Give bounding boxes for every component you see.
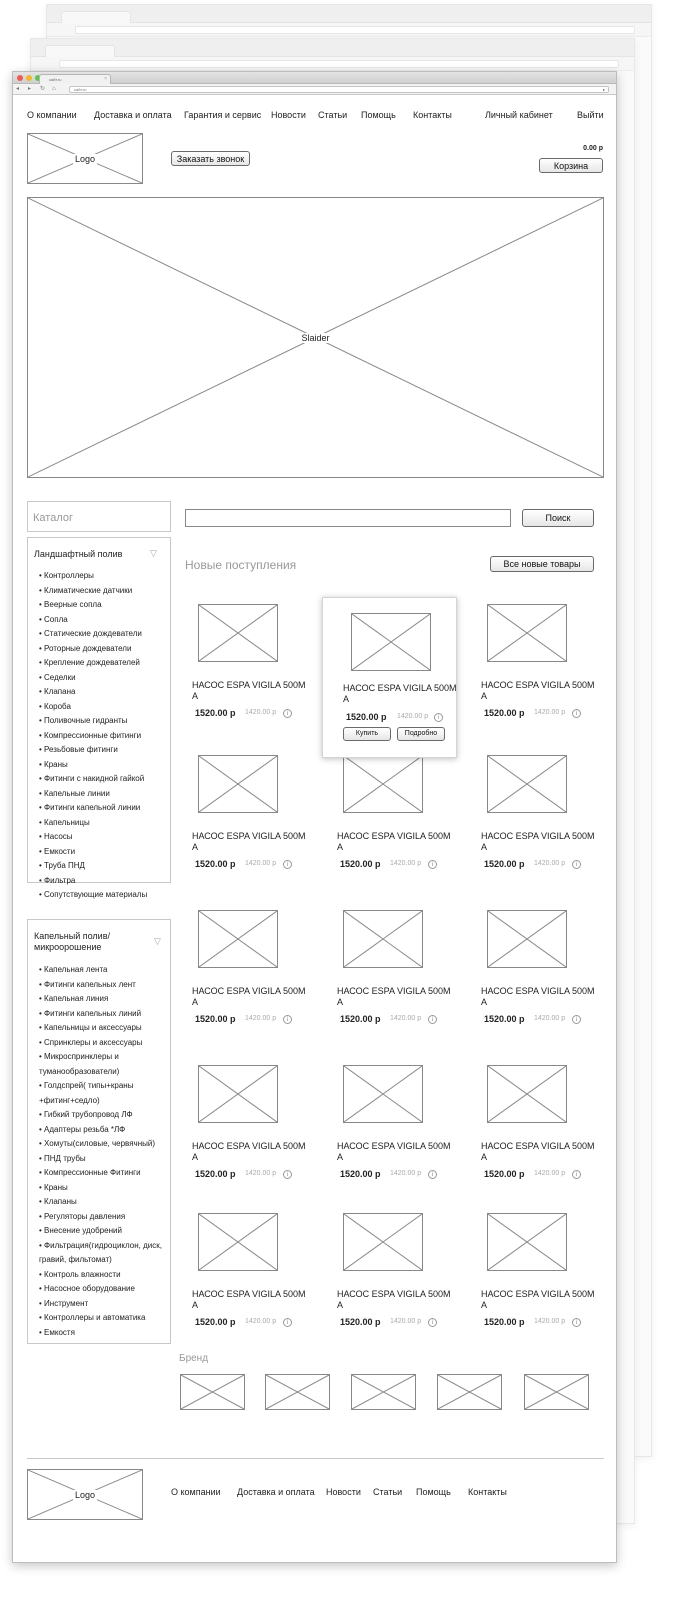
product-price: 1520.00 р (195, 708, 236, 718)
product-name[interactable]: НАСОС ESPA VIGILA 500M A (192, 1289, 306, 1310)
product-name[interactable]: НАСОС ESPA VIGILA 500M A (481, 831, 595, 852)
category-title-drip[interactable]: Капельный полив/ микроорошение (34, 931, 110, 952)
collapse-triangle-icon[interactable]: ▽ (154, 936, 161, 946)
back-arrow-icon[interactable]: ◂ (16, 86, 20, 92)
category-item[interactable]: • Статические дождеватели (39, 627, 169, 642)
product-price: 1520.00 р (195, 1169, 236, 1179)
nav-link-help[interactable]: Помощь (361, 110, 396, 120)
nav-link-contacts[interactable]: Контакты (413, 110, 452, 120)
category-item[interactable]: • Капельная линия (39, 992, 174, 1007)
product-old-price: 1420.00 р (245, 709, 277, 716)
product-name[interactable]: НАСОС ESPA VIGILA 500M A (337, 1289, 451, 1310)
brand-title: Бренд (179, 1353, 209, 1364)
product-old-price: 1420.00 р (390, 1318, 422, 1325)
product-price: 1520.00 р (195, 859, 236, 869)
category-item[interactable]: • Фильтра (39, 874, 169, 889)
category-item[interactable]: • Сопутствующие материалы (39, 888, 169, 903)
product-old-price: 1420.00 р (534, 860, 566, 867)
category-item[interactable]: • Сопла (39, 613, 169, 628)
catalog-title: Каталог (33, 512, 73, 524)
product-price: 1520.00 р (484, 1014, 525, 1024)
product-old-price: 1420.00 р (390, 1170, 422, 1177)
product-old-price: 1420.00 р (245, 1170, 277, 1177)
product-image-placeholder[interactable] (351, 613, 431, 671)
info-icon[interactable]: i (434, 713, 443, 722)
product-image-placeholder[interactable] (487, 1213, 567, 1271)
footer-link-contacts[interactable]: Контакты (468, 1487, 507, 1497)
product-name[interactable]: НАСОС ESPA VIGILA 500M A (192, 1141, 306, 1162)
footer-link-about[interactable]: О компании (171, 1487, 221, 1497)
product-image-placeholder[interactable] (343, 1213, 423, 1271)
nav-link-articles[interactable]: Статьи (318, 110, 348, 120)
product-image-placeholder[interactable] (198, 604, 278, 662)
info-icon[interactable]: i (283, 1015, 292, 1024)
nav-link-delivery[interactable]: Доставка и оплата (94, 110, 172, 120)
new-arrivals-title: Новые поступления (185, 558, 297, 572)
category-item[interactable]: • Емкости (39, 845, 169, 860)
category-item[interactable]: • ПНД трубы (39, 1152, 174, 1167)
info-icon[interactable]: i (283, 709, 292, 718)
go-arrow-icon[interactable]: ▸ (602, 87, 605, 92)
category-item[interactable]: • Труба ПНД (39, 859, 169, 874)
product-card[interactable] (337, 1213, 467, 1353)
cart-button[interactable]: Корзина (539, 158, 603, 173)
product-old-price: 1420.00 р (534, 1015, 566, 1022)
footer-link-news[interactable]: Новости (326, 1487, 361, 1497)
product-card-hovered[interactable] (322, 597, 457, 758)
category-item[interactable]: • Гибкий трубопровод ЛФ (39, 1108, 174, 1123)
category-item[interactable]: • Крепление дождевателей (39, 656, 169, 671)
product-old-price: 1420.00 р (397, 713, 429, 720)
product-image-placeholder[interactable] (487, 604, 567, 662)
category-list-landscape (39, 569, 169, 903)
category-item[interactable]: • Спринклеры и аксессуары (39, 1036, 174, 1051)
product-image-placeholder[interactable] (343, 755, 423, 813)
category-item[interactable]: • Компрессионные фитинги (39, 729, 169, 744)
product-card[interactable] (337, 910, 467, 1050)
product-image-placeholder[interactable] (487, 910, 567, 968)
footer-logo-placeholder[interactable] (27, 1469, 143, 1520)
category-item[interactable]: • Резьбовые фитинги (39, 743, 169, 758)
info-icon[interactable]: i (572, 1170, 581, 1179)
category-item[interactable]: • Поливочные гидранты (39, 714, 169, 729)
forward-arrow-icon[interactable]: ▸ (28, 86, 32, 92)
search-button[interactable]: Поиск (522, 509, 594, 527)
category-list-drip (39, 963, 174, 1340)
category-item[interactable]: • Капельницы и аксессуары (39, 1021, 174, 1036)
slider-placeholder[interactable] (27, 197, 604, 478)
info-icon[interactable]: i (428, 1170, 437, 1179)
brand-logo-placeholder[interactable] (351, 1374, 416, 1410)
product-price: 1520.00 р (346, 712, 387, 722)
product-old-price: 1420.00 р (534, 709, 566, 716)
category-item[interactable]: • Капельные линии (39, 787, 169, 802)
category-title-landscape[interactable]: Ландшафтный полив (34, 549, 123, 559)
minimize-window-button[interactable] (26, 75, 32, 81)
product-card[interactable] (192, 604, 322, 744)
nav-link-about[interactable]: О компании (27, 110, 77, 120)
category-item[interactable]: • Емкостя (39, 1326, 174, 1341)
footer-link-delivery[interactable]: Доставка и оплата (237, 1487, 315, 1497)
account-link[interactable]: Личный кабинет (485, 110, 553, 120)
brand-logo-placeholder[interactable] (265, 1374, 330, 1410)
product-card[interactable] (192, 1065, 322, 1205)
tab-title: сайт.ru (49, 77, 62, 82)
category-item[interactable]: • Капельная лента (39, 963, 174, 978)
product-price: 1520.00 р (195, 1014, 236, 1024)
address-bar[interactable] (69, 86, 609, 93)
product-old-price: 1420.00 р (534, 1318, 566, 1325)
category-item[interactable]: • Регуляторы давления (39, 1210, 174, 1225)
product-old-price: 1420.00 р (534, 1170, 566, 1177)
category-item[interactable]: • Фитинги капельных лент (39, 978, 174, 993)
address-text: сайт.ru (74, 87, 87, 92)
browser-toolbar (13, 84, 616, 95)
product-card[interactable] (192, 910, 322, 1050)
product-image-placeholder[interactable] (198, 1213, 278, 1271)
product-image-placeholder[interactable] (487, 755, 567, 813)
category-item[interactable]: • Клапаны (39, 1195, 174, 1210)
product-name[interactable]: НАСОС ESPA VIGILA 500M A (337, 986, 451, 1007)
info-icon[interactable]: i (428, 860, 437, 869)
close-window-button[interactable] (17, 75, 23, 81)
collapse-triangle-icon[interactable]: ▽ (150, 548, 157, 558)
product-image-placeholder[interactable] (343, 910, 423, 968)
product-price: 1520.00 р (340, 1014, 381, 1024)
category-item[interactable]: • Краны (39, 1181, 174, 1196)
product-name[interactable]: НАСОС ESPA VIGILA 500M A (481, 680, 595, 701)
brand-logo-placeholder[interactable] (437, 1374, 502, 1410)
search-input[interactable] (185, 509, 511, 527)
product-card[interactable] (481, 604, 611, 744)
info-icon[interactable]: i (572, 1318, 581, 1327)
category-item[interactable]: • Контроль влажности (39, 1268, 174, 1283)
info-icon[interactable]: i (428, 1015, 437, 1024)
category-item[interactable]: • Голдспрей( типы+краны +фитинг+седло) (39, 1079, 174, 1108)
product-image-placeholder[interactable] (198, 910, 278, 968)
category-item[interactable]: • Фитинги капельных линий (39, 1007, 174, 1022)
browser-tab[interactable] (39, 74, 111, 84)
product-old-price: 1420.00 р (245, 860, 277, 867)
category-item[interactable]: • Роторные дождеватели (39, 642, 169, 657)
cart-total: 0.00 р (583, 145, 603, 152)
info-icon[interactable]: i (283, 1170, 292, 1179)
nav-link-warranty[interactable]: Гарантия и сервис (184, 110, 262, 120)
footer-logo-text: Logo (74, 1489, 96, 1500)
product-old-price: 1420.00 р (245, 1318, 277, 1325)
product-name[interactable]: НАСОС ESPA VIGILA 500M A (343, 683, 457, 704)
category-item[interactable]: • Компрессионные Фитинги (39, 1166, 174, 1181)
category-item[interactable]: • Микроспринклеры и туманообразователи) (39, 1050, 174, 1079)
product-card[interactable] (481, 910, 611, 1050)
category-item[interactable]: • Адаптеры резьба *ЛФ (39, 1123, 174, 1138)
tab-close-icon[interactable]: × (104, 76, 107, 82)
category-item[interactable]: • Краны (39, 758, 169, 773)
product-old-price: 1420.00 р (390, 1015, 422, 1022)
title-bar (13, 72, 616, 84)
product-card[interactable] (192, 1213, 322, 1353)
info-icon[interactable]: i (572, 860, 581, 869)
product-card[interactable] (481, 1213, 611, 1353)
category-item[interactable]: • Климатические датчики (39, 584, 169, 599)
product-price: 1520.00 р (340, 859, 381, 869)
product-name[interactable]: НАСОС ESPA VIGILA 500M A (481, 1141, 595, 1162)
logout-link[interactable]: Выйти (577, 110, 604, 120)
product-price: 1520.00 р (340, 1169, 381, 1179)
nav-link-news[interactable]: Новости (271, 110, 306, 120)
category-item[interactable]: • Седелки (39, 671, 169, 686)
logo-text: Logo (74, 153, 96, 164)
info-icon[interactable]: i (428, 1318, 437, 1327)
brand-logo-placeholder[interactable] (524, 1374, 589, 1410)
details-button[interactable]: Подробно (397, 727, 445, 741)
product-name[interactable]: НАСОС ESPA VIGILA 500M A (337, 831, 451, 852)
category-item[interactable]: • Инструмент (39, 1297, 174, 1312)
product-price: 1520.00 р (484, 1169, 525, 1179)
info-icon[interactable]: i (283, 1318, 292, 1327)
product-name[interactable]: НАСОС ESPA VIGILA 500M A (337, 1141, 451, 1162)
category-item[interactable]: • Фитинги капельной линии (39, 801, 169, 816)
category-item[interactable]: • Контроллеры и автоматика (39, 1311, 174, 1326)
product-image-placeholder[interactable] (487, 1065, 567, 1123)
reload-icon[interactable]: ↻ (40, 86, 46, 92)
product-name[interactable]: НАСОС ESPA VIGILA 500M A (192, 680, 306, 701)
footer-divider (27, 1458, 604, 1459)
all-new-products-button[interactable]: Все новые товары (490, 556, 594, 572)
category-item[interactable]: • Веерные сопла (39, 598, 169, 613)
category-item[interactable]: • Контроллеры (39, 569, 169, 584)
buy-button[interactable]: Купить (343, 727, 391, 741)
callback-button[interactable]: Заказать звонок (171, 151, 250, 166)
product-card[interactable] (481, 755, 611, 895)
product-price: 1520.00 р (484, 708, 525, 718)
product-price: 1520.00 р (484, 1317, 525, 1327)
home-icon[interactable]: ⌂ (52, 86, 56, 92)
category-item[interactable]: • Насосы (39, 830, 169, 845)
category-item[interactable]: • Клапана (39, 685, 169, 700)
product-name[interactable]: НАСОС ESPA VIGILA 500M A (481, 986, 595, 1007)
footer-link-help[interactable]: Помощь (416, 1487, 451, 1497)
info-icon[interactable]: i (572, 1015, 581, 1024)
product-image-placeholder[interactable] (198, 755, 278, 813)
category-item[interactable]: • Капельницы (39, 816, 169, 831)
product-name[interactable]: НАСОС ESPA VIGILA 500M A (192, 831, 306, 852)
category-item[interactable]: • Хомуты(силовые, червячный) (39, 1137, 174, 1152)
product-card[interactable] (337, 1065, 467, 1205)
info-icon[interactable]: i (572, 709, 581, 718)
product-old-price: 1420.00 р (390, 860, 422, 867)
product-card[interactable] (192, 755, 322, 895)
product-name[interactable]: НАСОС ESPA VIGILA 500M A (481, 1289, 595, 1310)
category-item[interactable]: • Короба (39, 700, 169, 715)
info-icon[interactable]: i (283, 860, 292, 869)
browser-window (12, 71, 617, 1563)
product-image-placeholder[interactable] (198, 1065, 278, 1123)
category-item[interactable]: • Внесение удобрений (39, 1224, 174, 1239)
product-image-placeholder[interactable] (343, 1065, 423, 1123)
category-item[interactable]: • Насосное оборудование (39, 1282, 174, 1297)
logo-placeholder[interactable] (27, 133, 143, 184)
product-name[interactable]: НАСОС ESPA VIGILA 500M A (192, 986, 306, 1007)
category-item[interactable]: • Фитинги с накидной гайкой (39, 772, 169, 787)
product-price: 1520.00 р (340, 1317, 381, 1327)
brand-logo-placeholder[interactable] (180, 1374, 245, 1410)
product-price: 1520.00 р (484, 859, 525, 869)
product-card[interactable] (481, 1065, 611, 1205)
product-old-price: 1420.00 р (245, 1015, 277, 1022)
product-card[interactable] (337, 755, 467, 895)
product-price: 1520.00 р (195, 1317, 236, 1327)
category-item[interactable]: • Фильтрация(гидроциклон, диск, гравий, фильтомат) (39, 1239, 174, 1268)
footer-link-articles[interactable]: Статьи (373, 1487, 403, 1497)
slider-label: Slaider (301, 332, 330, 343)
